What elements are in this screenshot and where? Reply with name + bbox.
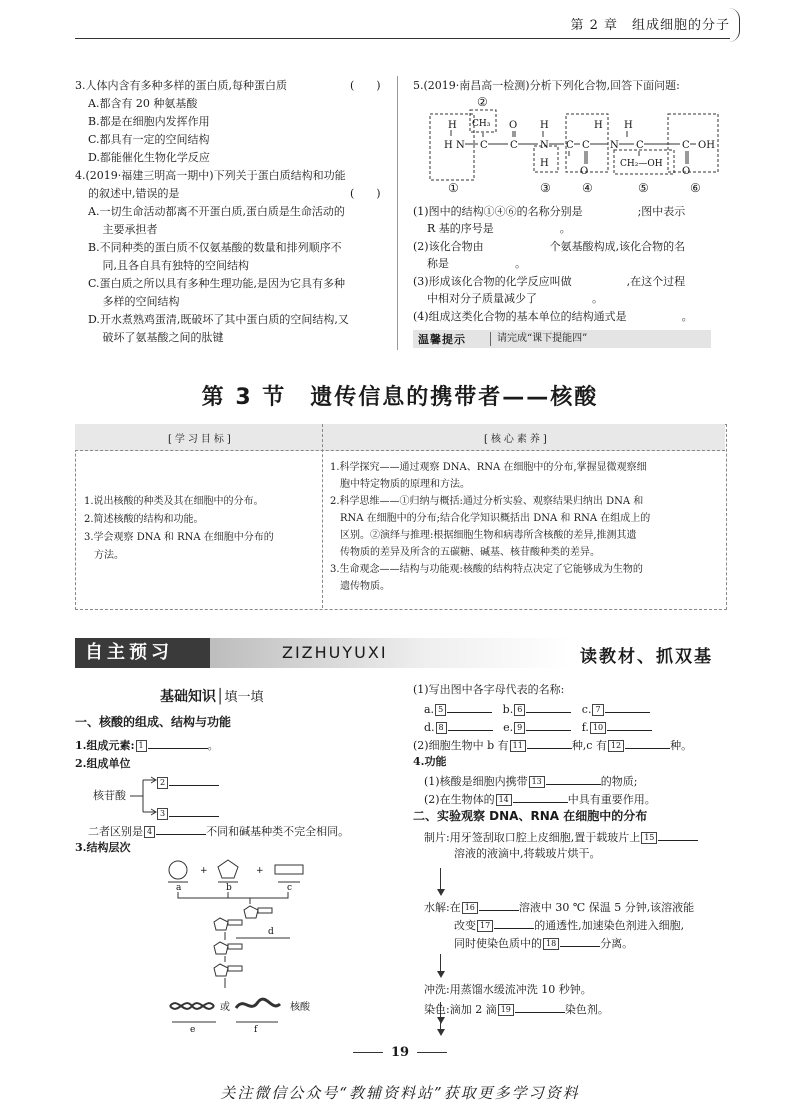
blank-18[interactable] — [560, 934, 600, 947]
or-text: 或 — [220, 1002, 230, 1013]
step4-b: 染色剂。 — [564, 1003, 609, 1016]
blank-2[interactable] — [169, 773, 219, 786]
difference-tail: 不同和碱基种类不完全相同。 — [206, 825, 350, 838]
q4-option-b1: B.不同种类的蛋白质不仅氨基酸的数量和排列顺序不 — [88, 241, 342, 254]
goal-right-4: RNA 在细胞中的分布;结合化学知识概括出 DNA 和 RNA 在组成上的 — [330, 513, 651, 524]
blank-4[interactable] — [156, 822, 206, 835]
group-ch2oh: CH₂—OH — [620, 159, 663, 169]
chain-oh: OH — [698, 140, 715, 151]
section-title: 第 3 节 遗传信息的携带者——核酸 — [201, 385, 599, 410]
basics-heading-main: 基础知识 — [160, 689, 216, 705]
q5-sub-3: (3)形成该化合物的化学反应叫做 ,在这个过程 — [413, 275, 686, 288]
levels-label: 3.结构层次 — [75, 841, 131, 854]
num-10: 10 — [590, 722, 606, 734]
blank-15[interactable] — [658, 828, 698, 841]
q5-sub-2: (2)该化合物由 个氨基酸构成,该化合物的名 — [413, 240, 686, 253]
blank-3[interactable] — [169, 804, 219, 817]
step-prep-2: 溶液的液滴中,将载玻片烘干。 — [454, 847, 601, 860]
blank-num-3: 3 — [157, 808, 168, 820]
letter-c: c. — [581, 703, 592, 716]
step-rinse: 冲洗:用蒸馏水缓流冲洗 10 秒钟。 — [424, 983, 592, 996]
q5-sub-1: (1)图中的结构①④⑥的名称分别是 ;图中表示 — [413, 205, 686, 218]
q5-sub-1b: R 基的序号是 。 — [427, 222, 571, 235]
step2-f: 分离。 — [600, 937, 634, 950]
num-12: 12 — [608, 740, 624, 752]
label-d: d — [268, 927, 274, 937]
goal-right-6: 传物质的差异及所含的五碳糖、碱基、核苷酸种类的差异。 — [330, 547, 600, 558]
step-hydrolysis-1 — [424, 898, 694, 916]
num-16: 16 — [462, 902, 478, 914]
step-stain — [424, 1000, 609, 1018]
letter-a: a. — [424, 703, 435, 716]
q2-part-a: (2)细胞生物中 b 有 — [413, 739, 509, 752]
func1-a: (1)核酸是细胞内携带 — [424, 775, 528, 788]
chain-n3: N — [610, 140, 619, 151]
atom-h-left: H — [444, 140, 453, 151]
q2-part-b: 种,c 有 — [571, 739, 607, 752]
num-17: 17 — [477, 920, 493, 932]
nucleic-acid-hierarchy-diagram — [150, 856, 350, 1036]
step2-d: 的通透性,加速染色剂进入细胞, — [534, 919, 685, 932]
section-h2: 二、实验观察 DNA、RNA 在细胞中的分布 — [413, 809, 648, 823]
goals-head-left: [学习目标] — [168, 434, 234, 445]
num-18: 18 — [543, 938, 559, 950]
chapter-header: 第 2 章 组成细胞的分子 — [570, 18, 730, 33]
step-prep-1 — [424, 828, 698, 846]
label-3: ③ — [540, 181, 551, 195]
basics-heading: 基础知识│填一填 — [160, 689, 264, 705]
sugar-pentagon — [218, 860, 238, 878]
step4-a: 染色:滴加 2 滴 — [424, 1003, 497, 1016]
step-hydrolysis-3 — [454, 934, 633, 952]
blank-11[interactable] — [527, 736, 572, 749]
letter-d: d. — [424, 721, 435, 734]
q4-option-c1: C.蛋白质之所以具有多种生理功能,是因为它具有多种 — [88, 277, 346, 290]
goal-right-5: 区别。②演绎与推理:根据细胞生物和病毒所含核酸的差异,推测其遗 — [330, 530, 637, 541]
plus-2: + — [256, 866, 264, 876]
label-6: ⑥ — [690, 181, 701, 195]
elements-label: 1.组成元素: — [75, 739, 135, 752]
blank-19[interactable] — [515, 1000, 565, 1013]
nucleic-acid-label: 核酸 — [290, 1002, 310, 1013]
peptide-structure-diagram — [410, 96, 720, 201]
q3-option-d: D.都能催化生物化学反应 — [88, 151, 210, 164]
plus-1: + — [200, 866, 208, 876]
blank-6[interactable] — [526, 700, 571, 713]
q-letters-title: (1)写出图中各字母代表的名称: — [413, 683, 565, 696]
num-8: 8 — [436, 722, 447, 734]
chain-c4: C — [582, 140, 590, 151]
blank-14[interactable] — [513, 790, 568, 803]
step-hydrolysis-2 — [454, 916, 684, 934]
group-h: H — [540, 158, 549, 169]
chain-c1: C — [480, 140, 488, 151]
banner-gradient — [210, 638, 570, 668]
num-6: 6 — [514, 704, 525, 716]
q5-sub-3b: 中相对分子质量减少了 。 — [427, 292, 603, 305]
label-2: ② — [477, 96, 488, 109]
page-number: 19 — [390, 1045, 410, 1060]
blank-10[interactable] — [607, 718, 652, 731]
goal-right-3: 2.科学思维——①归纳与概括:通过分析实验、观察结果归纳出 DNA 和 — [330, 496, 644, 507]
q3-stem: 3.人体内含有多种多样的蛋白质,每种蛋白质 — [75, 79, 287, 92]
goal-left-2: 2.简述核酸的结构和功能。 — [84, 514, 204, 525]
tip-label: 温馨提示 — [418, 333, 466, 346]
q4-option-b2: 同,且各自具有独特的空间结构 — [88, 259, 249, 272]
page-number-row — [0, 1045, 800, 1060]
num-7: 7 — [592, 704, 603, 716]
atom-h4: H — [624, 120, 633, 131]
step2-b: 溶液中 30 ℃ 保温 5 分钟,该溶液能 — [518, 901, 695, 914]
q2-line — [413, 736, 692, 754]
unit-blank-3-line — [156, 804, 219, 822]
chain-c5: C — [636, 140, 644, 151]
footer-note: 关注微信公众号“教辅资料站”获取更多学习资料 — [220, 1084, 580, 1102]
function-label: 4.功能 — [413, 755, 447, 768]
goals-head-right: [核心素养] — [484, 434, 550, 445]
q4-option-d2: 破坏了氨基酸之间的肽键 — [88, 331, 224, 344]
atom-ch3: CH₃ — [472, 119, 491, 129]
goal-right-7: 3.生命观念——结构与功能观:核酸的结构特点决定了它能够成为生物的 — [330, 564, 643, 575]
atom-o3: O — [682, 166, 691, 177]
atom-o1: O — [509, 120, 518, 131]
blank-num-4: 4 — [144, 826, 155, 838]
chain-c3: C — [566, 140, 574, 151]
header-rule — [75, 38, 730, 39]
section-h1: 一、核酸的组成、结构与功能 — [75, 715, 232, 729]
function-line-1 — [424, 772, 638, 790]
basics-heading-tail: 填一填 — [224, 690, 264, 705]
chain-c2: C — [510, 140, 518, 151]
banner-slogan: 读教材、抓双基 — [580, 647, 713, 667]
func1-b: 的物质; — [600, 775, 638, 788]
atom-o2: O — [580, 166, 589, 177]
blank-8[interactable] — [448, 718, 493, 731]
flow-arrow-1 — [440, 868, 441, 890]
func2-a: (2)在生物体的 — [424, 793, 495, 806]
num-15: 15 — [641, 832, 657, 844]
letter-e: e. — [503, 721, 514, 734]
label-e: e — [190, 1025, 196, 1035]
blank-1[interactable] — [148, 736, 208, 749]
banner-title: 自主预习 — [75, 638, 210, 668]
blank-9[interactable] — [526, 718, 571, 731]
letters-row-2 — [424, 718, 652, 736]
goal-left-1: 1.说出核酸的种类及其在细胞中的分布。 — [84, 496, 264, 507]
q5-stem: 5.(2019·南昌高一检测)分析下列化合物,回答下面问题: — [413, 79, 680, 92]
column-separator — [397, 76, 398, 350]
base-circle — [169, 861, 187, 879]
phosphate-rect — [275, 865, 303, 874]
elements-line: 1.组成元素: 1 。 — [75, 736, 219, 754]
label-c: c — [287, 883, 293, 893]
step2-c: 改变 — [454, 919, 476, 932]
blank-num-2: 2 — [157, 777, 168, 789]
banner-pinyin: ZIZHUYUXI — [282, 643, 388, 662]
label-a: a — [176, 883, 182, 893]
unit-blank-2-line — [156, 773, 219, 791]
label-1: ① — [448, 181, 459, 195]
label-5: ⑤ — [638, 181, 649, 195]
difference-label: 二者区别是 — [88, 825, 143, 838]
step2-e: 同时使染色质中的 — [454, 937, 542, 950]
step2-a: 水解:在 — [424, 901, 461, 914]
q5-sub-2b: 称是 。 — [427, 257, 526, 270]
q4-paren: ( ) — [350, 187, 381, 200]
q3-paren: ( ) — [350, 79, 381, 92]
letter-b: b. — [502, 703, 514, 716]
atom-h1: H — [448, 120, 457, 131]
label-b: b — [226, 883, 232, 893]
q3-option-b: B.都是在细胞内发挥作用 — [88, 115, 210, 128]
nucleotide-label: 核苷酸 — [93, 789, 126, 802]
chain-c6: C — [682, 140, 690, 151]
difference-line — [88, 822, 349, 840]
num-11: 11 — [510, 740, 526, 752]
flow-arrow-4 — [440, 1018, 441, 1030]
chain-n1: N — [456, 140, 465, 151]
tip-text: 请完成“课下提能四” — [490, 332, 587, 346]
goal-left-4: 方法。 — [84, 550, 124, 561]
q4-option-a1: A.一切生命活动都离不开蛋白质,蛋白质是生命活动的 — [88, 205, 345, 218]
goal-right-2: 胞中特定物质的原理和方法。 — [330, 479, 470, 490]
chain-n2: N — [540, 140, 549, 151]
num-19: 19 — [498, 1004, 514, 1016]
func2-b: 中具有重要作用。 — [567, 793, 656, 806]
flow-arrow-2 — [440, 954, 441, 972]
atom-h3: H — [594, 120, 603, 131]
letters-row-1 — [424, 700, 650, 718]
q4-option-a2: 主要承担者 — [88, 223, 158, 236]
blank-12[interactable] — [625, 736, 670, 749]
blank-16[interactable] — [479, 898, 519, 911]
q3-option-c: C.都具有一定的空间结构 — [88, 133, 210, 146]
function-line-2 — [424, 790, 656, 808]
q4-option-c2: 多样的空间结构 — [88, 295, 180, 308]
blank-5[interactable] — [447, 700, 492, 713]
q2-part-c: 种。 — [670, 739, 693, 752]
goals-table-divider — [322, 424, 323, 608]
goal-left-3: 3.学会观察 DNA 和 RNA 在细胞中分布的 — [84, 532, 274, 543]
q4-stem-1: 4.(2019·福建三明高一期中)下列关于蛋白质结构和功能 — [75, 169, 346, 182]
letter-f: f. — [581, 721, 589, 734]
unit-label: 2.组成单位 — [75, 757, 131, 770]
goal-right-8: 遗传物质。 — [330, 581, 390, 592]
q5-sub-4: (4)组成这类化合物的基本单位的结构通式是 。 — [413, 310, 693, 323]
goal-right-1: 1.科学探究——通过观察 DNA、RNA 在细胞中的分布,掌握显微观察细 — [330, 462, 647, 473]
num-13: 13 — [529, 776, 545, 788]
blank-13[interactable] — [546, 772, 601, 785]
step1-a: 制片:用牙签刮取口腔上皮细胞,置于载玻片上 — [424, 831, 641, 844]
q4-option-d1: D.开水煮熟鸡蛋清,既破坏了其中蛋白质的空间结构,又 — [88, 313, 349, 326]
blank-17[interactable] — [494, 916, 534, 929]
num-5: 5 — [435, 704, 446, 716]
header-decoration — [729, 8, 740, 42]
num-14: 14 — [496, 794, 512, 806]
num-9: 9 — [514, 722, 525, 734]
atom-h2: H — [540, 120, 549, 131]
q3-option-a: A.都含有 20 种氨基酸 — [88, 97, 198, 110]
q4-stem-2: 的叙述中,错误的是 — [88, 187, 180, 200]
label-4: ④ — [582, 181, 593, 195]
blank-7[interactable] — [605, 700, 650, 713]
blank-num-1: 1 — [136, 740, 147, 752]
label-f: f — [254, 1025, 258, 1035]
